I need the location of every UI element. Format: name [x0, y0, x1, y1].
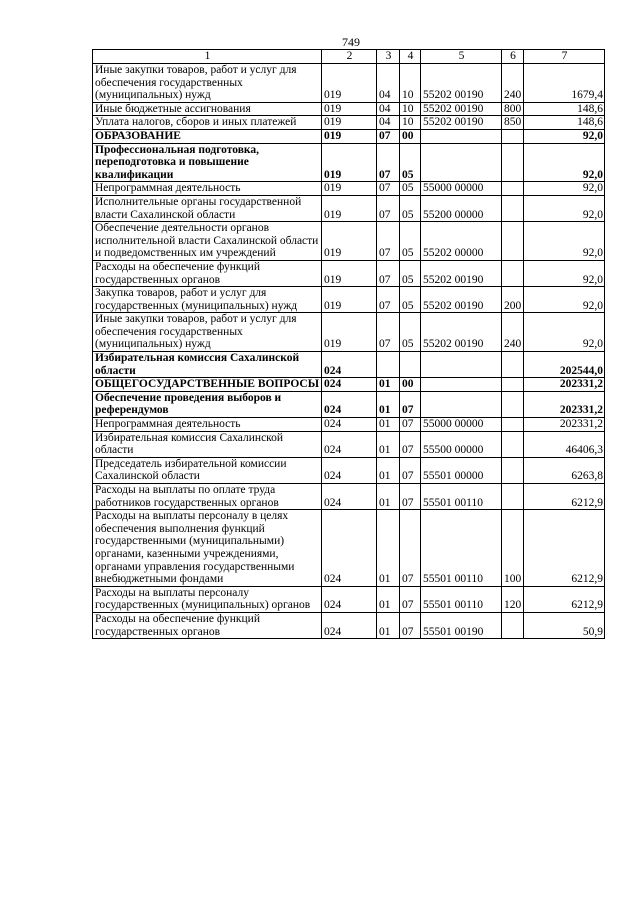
section-code-cell: 07 [377, 222, 400, 261]
amount-cell: 92,0 [524, 129, 605, 143]
subsection-code-cell: 05 [400, 260, 421, 286]
target-article-cell: 55501 00110 [421, 586, 502, 612]
table-row [93, 102, 605, 116]
ministry-code-cell: 019 [322, 182, 377, 196]
target-article-cell: 55202 00190 [421, 116, 502, 130]
table-row [93, 64, 605, 103]
table-row [93, 260, 605, 286]
expense-type-cell [502, 143, 524, 182]
row-name-cell: Обеспечение проведения выборов и референдумов [93, 391, 322, 417]
table-row [93, 431, 605, 457]
table-row [93, 586, 605, 612]
section-code-cell: 07 [377, 143, 400, 182]
column-header: 2 [322, 50, 377, 64]
target-article-cell: 55202 00190 [421, 64, 502, 103]
subsection-code-cell: 07 [400, 484, 421, 510]
amount-cell: 92,0 [524, 143, 605, 182]
row-name-cell: Обеспечение деятельности органов исполнительной власти Сахалинской области и подведомственных им учреждений [93, 222, 322, 261]
ministry-code-cell: 024 [322, 586, 377, 612]
target-article-cell: 55501 00110 [421, 484, 502, 510]
amount-cell: 50,9 [524, 612, 605, 638]
amount-cell: 6212,9 [524, 510, 605, 587]
target-article-cell [421, 391, 502, 417]
page-number: 749 [342, 35, 360, 49]
target-article-cell: 55202 00190 [421, 287, 502, 313]
expense-type-cell: 100 [502, 510, 524, 587]
amount-cell: 1679,4 [524, 64, 605, 103]
ministry-code-cell: 024 [322, 612, 377, 638]
table-row [93, 129, 605, 143]
target-article-cell: 55202 00190 [421, 260, 502, 286]
ministry-code-cell: 019 [322, 64, 377, 103]
section-code-cell: 07 [377, 287, 400, 313]
amount-cell: 148,6 [524, 116, 605, 130]
expense-type-cell [502, 418, 524, 432]
table-row [93, 352, 605, 378]
ministry-code-cell: 019 [322, 143, 377, 182]
row-name-cell: Профессиональная подготовка, переподготовка и повышение квалификации [93, 143, 322, 182]
target-article-cell: 55501 00110 [421, 510, 502, 587]
subsection-code-cell: 07 [400, 391, 421, 417]
section-code-cell: 07 [377, 195, 400, 221]
subsection-code-cell: 07 [400, 612, 421, 638]
column-header: 7 [524, 50, 605, 64]
budget-table [92, 49, 605, 639]
section-code-cell: 04 [377, 64, 400, 103]
subsection-code-cell: 05 [400, 195, 421, 221]
amount-cell: 46406,3 [524, 431, 605, 457]
subsection-code-cell: 00 [400, 378, 421, 392]
section-code-cell: 04 [377, 102, 400, 116]
column-header: 6 [502, 50, 524, 64]
section-code-cell: 07 [377, 182, 400, 196]
row-name-cell: Непрограммная деятельность [93, 182, 322, 196]
ministry-code-cell: 019 [322, 116, 377, 130]
subsection-code-cell: 10 [400, 102, 421, 116]
section-code-cell: 01 [377, 457, 400, 483]
section-code-cell: 01 [377, 418, 400, 432]
amount-cell: 6263,8 [524, 457, 605, 483]
amount-cell: 202331,2 [524, 378, 605, 392]
expense-type-cell [502, 260, 524, 286]
column-header: 3 [377, 50, 400, 64]
row-name-cell: Расходы на выплаты по оплате труда работников государственных органов [93, 484, 322, 510]
expense-type-cell [502, 222, 524, 261]
column-header: 5 [421, 50, 502, 64]
row-name-cell: Председатель избирательной комиссии Сахалинской области [93, 457, 322, 483]
amount-cell: 6212,9 [524, 484, 605, 510]
amount-cell: 202331,2 [524, 391, 605, 417]
target-article-cell: 55000 00000 [421, 182, 502, 196]
target-article-cell [421, 129, 502, 143]
target-article-cell: 55500 00000 [421, 431, 502, 457]
section-code-cell: 01 [377, 484, 400, 510]
subsection-code-cell: 07 [400, 510, 421, 587]
section-code-cell: 01 [377, 391, 400, 417]
expense-type-cell [502, 457, 524, 483]
amount-cell: 92,0 [524, 182, 605, 196]
column-header: 4 [400, 50, 421, 64]
subsection-code-cell [400, 352, 421, 378]
table-row [93, 457, 605, 483]
expense-type-cell [502, 484, 524, 510]
target-article-cell: 55202 00000 [421, 222, 502, 261]
subsection-code-cell: 05 [400, 182, 421, 196]
table-row [93, 391, 605, 417]
ministry-code-cell: 024 [322, 391, 377, 417]
row-name-cell: Непрограммная деятельность [93, 418, 322, 432]
target-article-cell [421, 378, 502, 392]
row-name-cell: ОБРАЗОВАНИЕ [93, 129, 322, 143]
row-name-cell: Иные бюджетные ассигнования [93, 102, 322, 116]
table-row [93, 510, 605, 587]
expense-type-cell [502, 352, 524, 378]
ministry-code-cell: 024 [322, 352, 377, 378]
table-row [93, 143, 605, 182]
subsection-code-cell: 00 [400, 129, 421, 143]
ministry-code-cell: 019 [322, 129, 377, 143]
ministry-code-cell: 019 [322, 287, 377, 313]
expense-type-cell [502, 195, 524, 221]
target-article-cell: 55202 00190 [421, 102, 502, 116]
ministry-code-cell: 024 [322, 510, 377, 587]
ministry-code-cell: 019 [322, 222, 377, 261]
table-row [93, 287, 605, 313]
target-article-cell [421, 143, 502, 182]
expense-type-cell: 240 [502, 313, 524, 352]
target-article-cell: 55200 00000 [421, 195, 502, 221]
row-name-cell: ОБЩЕГОСУДАРСТВЕННЫЕ ВОПРОСЫ [93, 378, 322, 392]
subsection-code-cell: 05 [400, 143, 421, 182]
subsection-code-cell: 05 [400, 313, 421, 352]
row-name-cell: Избирательная комиссия Сахалинской области [93, 431, 322, 457]
table-row [93, 313, 605, 352]
expense-type-cell: 200 [502, 287, 524, 313]
table-row [93, 612, 605, 638]
section-code-cell: 07 [377, 260, 400, 286]
expense-type-cell [502, 431, 524, 457]
expense-type-cell [502, 612, 524, 638]
subsection-code-cell: 07 [400, 457, 421, 483]
row-name-cell: Закупка товаров, работ и услуг для государственных (муниципальных) нужд [93, 287, 322, 313]
ministry-code-cell: 024 [322, 378, 377, 392]
target-article-cell: 55501 00000 [421, 457, 502, 483]
amount-cell: 92,0 [524, 313, 605, 352]
expense-type-cell [502, 391, 524, 417]
expense-type-cell: 800 [502, 102, 524, 116]
subsection-code-cell: 10 [400, 64, 421, 103]
ministry-code-cell: 024 [322, 431, 377, 457]
row-name-cell: Иные закупки товаров, работ и услуг для обеспечения государственных (муниципальных) нужд [93, 64, 322, 103]
amount-cell: 202331,2 [524, 418, 605, 432]
table-row [93, 195, 605, 221]
table-row [93, 484, 605, 510]
expense-type-cell: 240 [502, 64, 524, 103]
ministry-code-cell: 024 [322, 484, 377, 510]
section-code-cell: 01 [377, 586, 400, 612]
target-article-cell: 55501 00190 [421, 612, 502, 638]
amount-cell: 6212,9 [524, 586, 605, 612]
subsection-code-cell: 07 [400, 418, 421, 432]
table-row [93, 116, 605, 130]
row-name-cell: Расходы на выплаты персоналу в целях обеспечения выполнения функций государственными (муниципальными) органами, казенными учреждениями, органами управления государственными внебюджетными фондами [93, 510, 322, 587]
section-code-cell [377, 352, 400, 378]
ministry-code-cell: 019 [322, 102, 377, 116]
expense-type-cell [502, 378, 524, 392]
expense-type-cell [502, 182, 524, 196]
table-row [93, 182, 605, 196]
row-name-cell: Избирательная комиссия Сахалинской области [93, 352, 322, 378]
section-code-cell: 04 [377, 116, 400, 130]
amount-cell: 202544,0 [524, 352, 605, 378]
ministry-code-cell: 019 [322, 260, 377, 286]
section-code-cell: 01 [377, 510, 400, 587]
table-row [93, 418, 605, 432]
section-code-cell: 01 [377, 612, 400, 638]
amount-cell: 148,6 [524, 102, 605, 116]
ministry-code-cell: 024 [322, 457, 377, 483]
target-article-cell: 55000 00000 [421, 418, 502, 432]
table-row [93, 222, 605, 261]
row-name-cell: Исполнительные органы государственной власти Сахалинской области [93, 195, 322, 221]
section-code-cell: 07 [377, 129, 400, 143]
subsection-code-cell: 05 [400, 287, 421, 313]
amount-cell: 92,0 [524, 222, 605, 261]
target-article-cell [421, 352, 502, 378]
amount-cell: 92,0 [524, 260, 605, 286]
column-header: 1 [93, 50, 322, 64]
row-name-cell: Уплата налогов, сборов и иных платежей [93, 116, 322, 130]
expense-type-cell [502, 129, 524, 143]
row-name-cell: Расходы на обеспечение функций государственных органов [93, 612, 322, 638]
row-name-cell: Расходы на выплаты персоналу государственных (муниципальных) органов [93, 586, 322, 612]
expense-type-cell: 850 [502, 116, 524, 130]
subsection-code-cell: 07 [400, 431, 421, 457]
row-name-cell: Расходы на обеспечение функций государственных органов [93, 260, 322, 286]
subsection-code-cell: 05 [400, 222, 421, 261]
table-header-row [93, 50, 605, 64]
ministry-code-cell: 019 [322, 195, 377, 221]
table-row [93, 378, 605, 392]
subsection-code-cell: 07 [400, 586, 421, 612]
ministry-code-cell: 024 [322, 418, 377, 432]
subsection-code-cell: 10 [400, 116, 421, 130]
section-code-cell: 01 [377, 378, 400, 392]
amount-cell: 92,0 [524, 287, 605, 313]
section-code-cell: 07 [377, 313, 400, 352]
ministry-code-cell: 019 [322, 313, 377, 352]
amount-cell: 92,0 [524, 195, 605, 221]
section-code-cell: 01 [377, 431, 400, 457]
row-name-cell: Иные закупки товаров, работ и услуг для обеспечения государственных (муниципальных) нужд [93, 313, 322, 352]
target-article-cell: 55202 00190 [421, 313, 502, 352]
expense-type-cell: 120 [502, 586, 524, 612]
